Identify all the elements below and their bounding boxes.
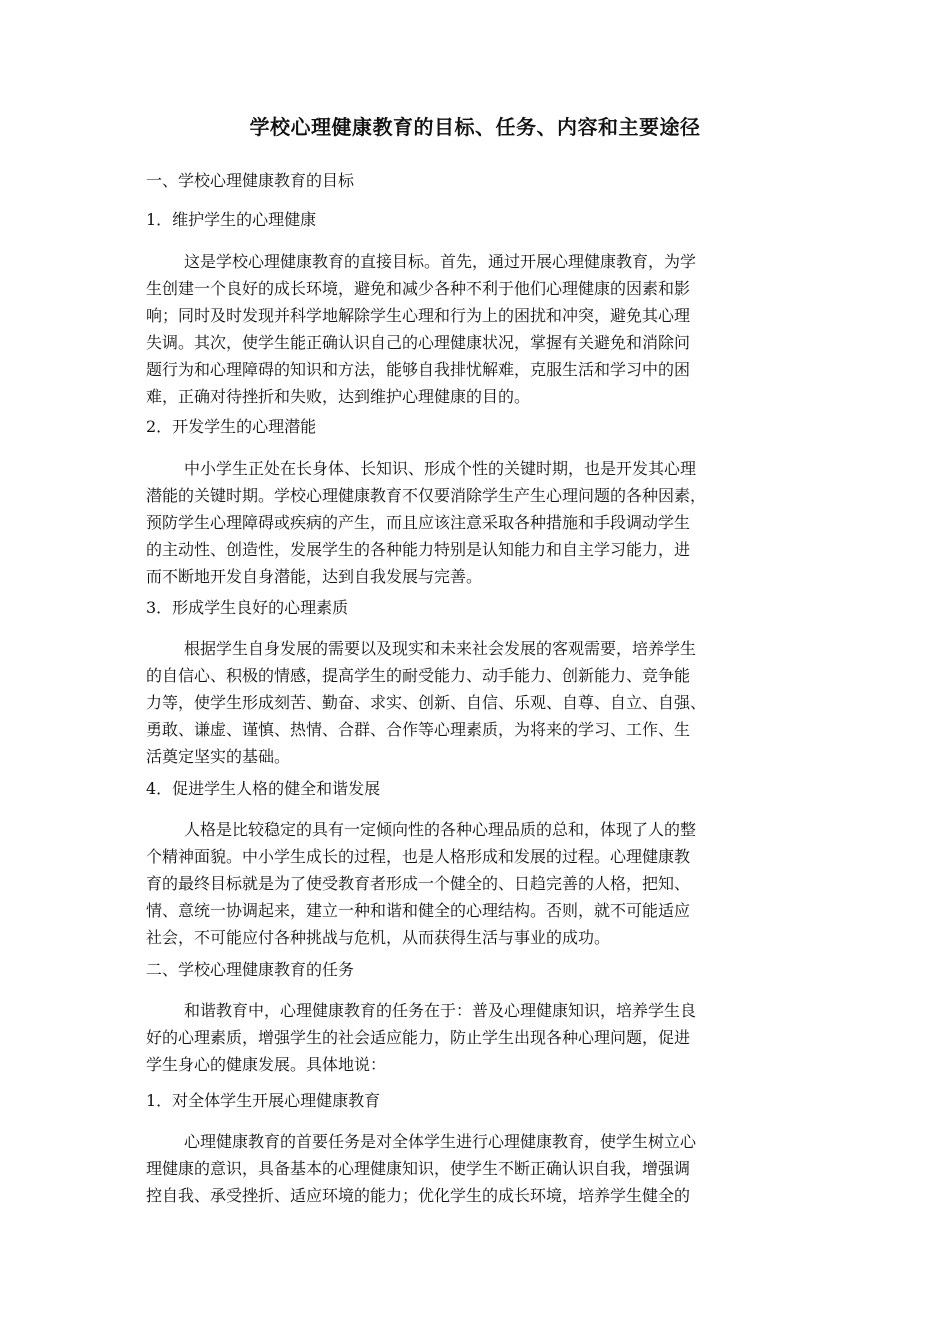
paragraph-line: 育的最终目标就是为了使受教育者形成一个健全的、日趋完善的人格，把知、 <box>146 874 691 893</box>
paragraph-line: 难，正确对待挫折和失败，达到维护心理健康的目的。 <box>146 387 531 406</box>
subsection-heading: 1．对全体学生开展心理健康教育 <box>146 1091 381 1110</box>
subsection-heading: 1．维护学生的心理健康 <box>146 210 317 229</box>
subsection-heading: 4．促进学生人格的健全和谐发展 <box>146 779 381 798</box>
paragraph <box>146 635 820 770</box>
paragraph-line: 这是学校心理健康教育的直接目标。首先，通过开展心理健康教育，为学 <box>184 252 697 271</box>
paragraph-line: 情、意统一协调起来，建立一种和谐和健全的心理结构。否则，就不可能适应 <box>146 901 691 920</box>
paragraph-line: 的主动性、创造性，发展学生的各种能力特别是认知能力和自主学习能力，进 <box>146 540 691 559</box>
paragraph <box>146 248 820 410</box>
paragraph-line: 活奠定坚实的基础。 <box>146 747 291 766</box>
paragraph-line: 题行为和心理障碍的知识和方法，能够自我排忧解难，克服生活和学习中的困 <box>146 360 691 379</box>
paragraph-line: 而不断地开发自身潜能，达到自我发展与完善。 <box>146 567 483 586</box>
paragraph-line: 中小学生正处在长身体、长知识、形成个性的关键时期，也是开发其心理 <box>184 459 697 478</box>
paragraph-line: 好的心理素质，增强学生的社会适应能力，防止学生出现各种心理问题，促进 <box>146 1028 691 1047</box>
paragraph-line: 和谐教育中，心理健康教育的任务在于：普及心理健康知识，培养学生良 <box>184 1001 697 1020</box>
paragraph <box>146 1128 820 1209</box>
paragraph-line: 人格是比较稳定的具有一定倾向性的各种心理品质的总和，体现了人的整 <box>184 820 697 839</box>
paragraph-line: 潜能的关键时期。学校心理健康教育不仅要消除学生产生心理问题的各种因素， <box>146 486 707 505</box>
paragraph-line: 力等，使学生形成刻苦、勤奋、求实、创新、自信、乐观、自尊、自立、自强、 <box>146 693 707 712</box>
paragraph-line: 的自信心、积极的情感，提高学生的耐受能力、动手能力、创新能力、竞争能 <box>146 666 691 685</box>
paragraph-line: 根据学生自身发展的需要以及现实和未来社会发展的客观需要，培养学生 <box>184 639 697 658</box>
paragraph <box>146 455 820 590</box>
paragraph-line: 生创建一个良好的成长环境，避免和减少各种不利于他们心理健康的因素和影 <box>146 279 691 298</box>
paragraph-line: 控自我、承受挫折、适应环境的能力；优化学生的成长环境，培养学生健全的 <box>146 1186 691 1205</box>
paragraph-line: 学生身心的健康发展。具体地说： <box>146 1055 387 1074</box>
paragraph <box>146 997 820 1078</box>
paragraph-line: 个精神面貌。中小学生成长的过程，也是人格形成和发展的过程。心理健康教 <box>146 847 691 866</box>
paragraph-line: 社会，不可能应付各种挑战与危机，从而获得生活与事业的成功。 <box>146 928 611 947</box>
subsection-heading: 3．形成学生良好的心理素质 <box>146 598 349 617</box>
paragraph-line: 心理健康教育的首要任务是对全体学生进行心理健康教育，使学生树立心 <box>184 1132 697 1151</box>
paragraph <box>146 816 820 951</box>
paragraph-line: 预防学生心理障碍或疾病的产生，而且应该注意采取各种措施和手段调动学生 <box>146 513 691 532</box>
subsection-heading: 2．开发学生的心理潜能 <box>146 417 317 436</box>
paragraph-line: 理健康的意识，具备基本的心理健康知识，使学生不断正确认识自我，增强调 <box>146 1159 691 1178</box>
paragraph-line: 失调。其次，使学生能正确认识自己的心理健康状况，掌握有关避免和消除问 <box>146 333 691 352</box>
paragraph-line: 响；同时及时发现并科学地解除学生心理和行为上的困扰和冲突，避免其心理 <box>146 306 691 325</box>
paragraph-line: 勇敢、谦虚、谨慎、热情、合群、合作等心理素质，为将来的学习、工作、生 <box>146 720 691 739</box>
section-heading: 一、学校心理健康教育的目标 <box>146 171 355 190</box>
section-heading: 二、学校心理健康教育的任务 <box>146 960 355 979</box>
document-title: 学校心理健康教育的目标、任务、内容和主要途径 <box>249 115 701 139</box>
